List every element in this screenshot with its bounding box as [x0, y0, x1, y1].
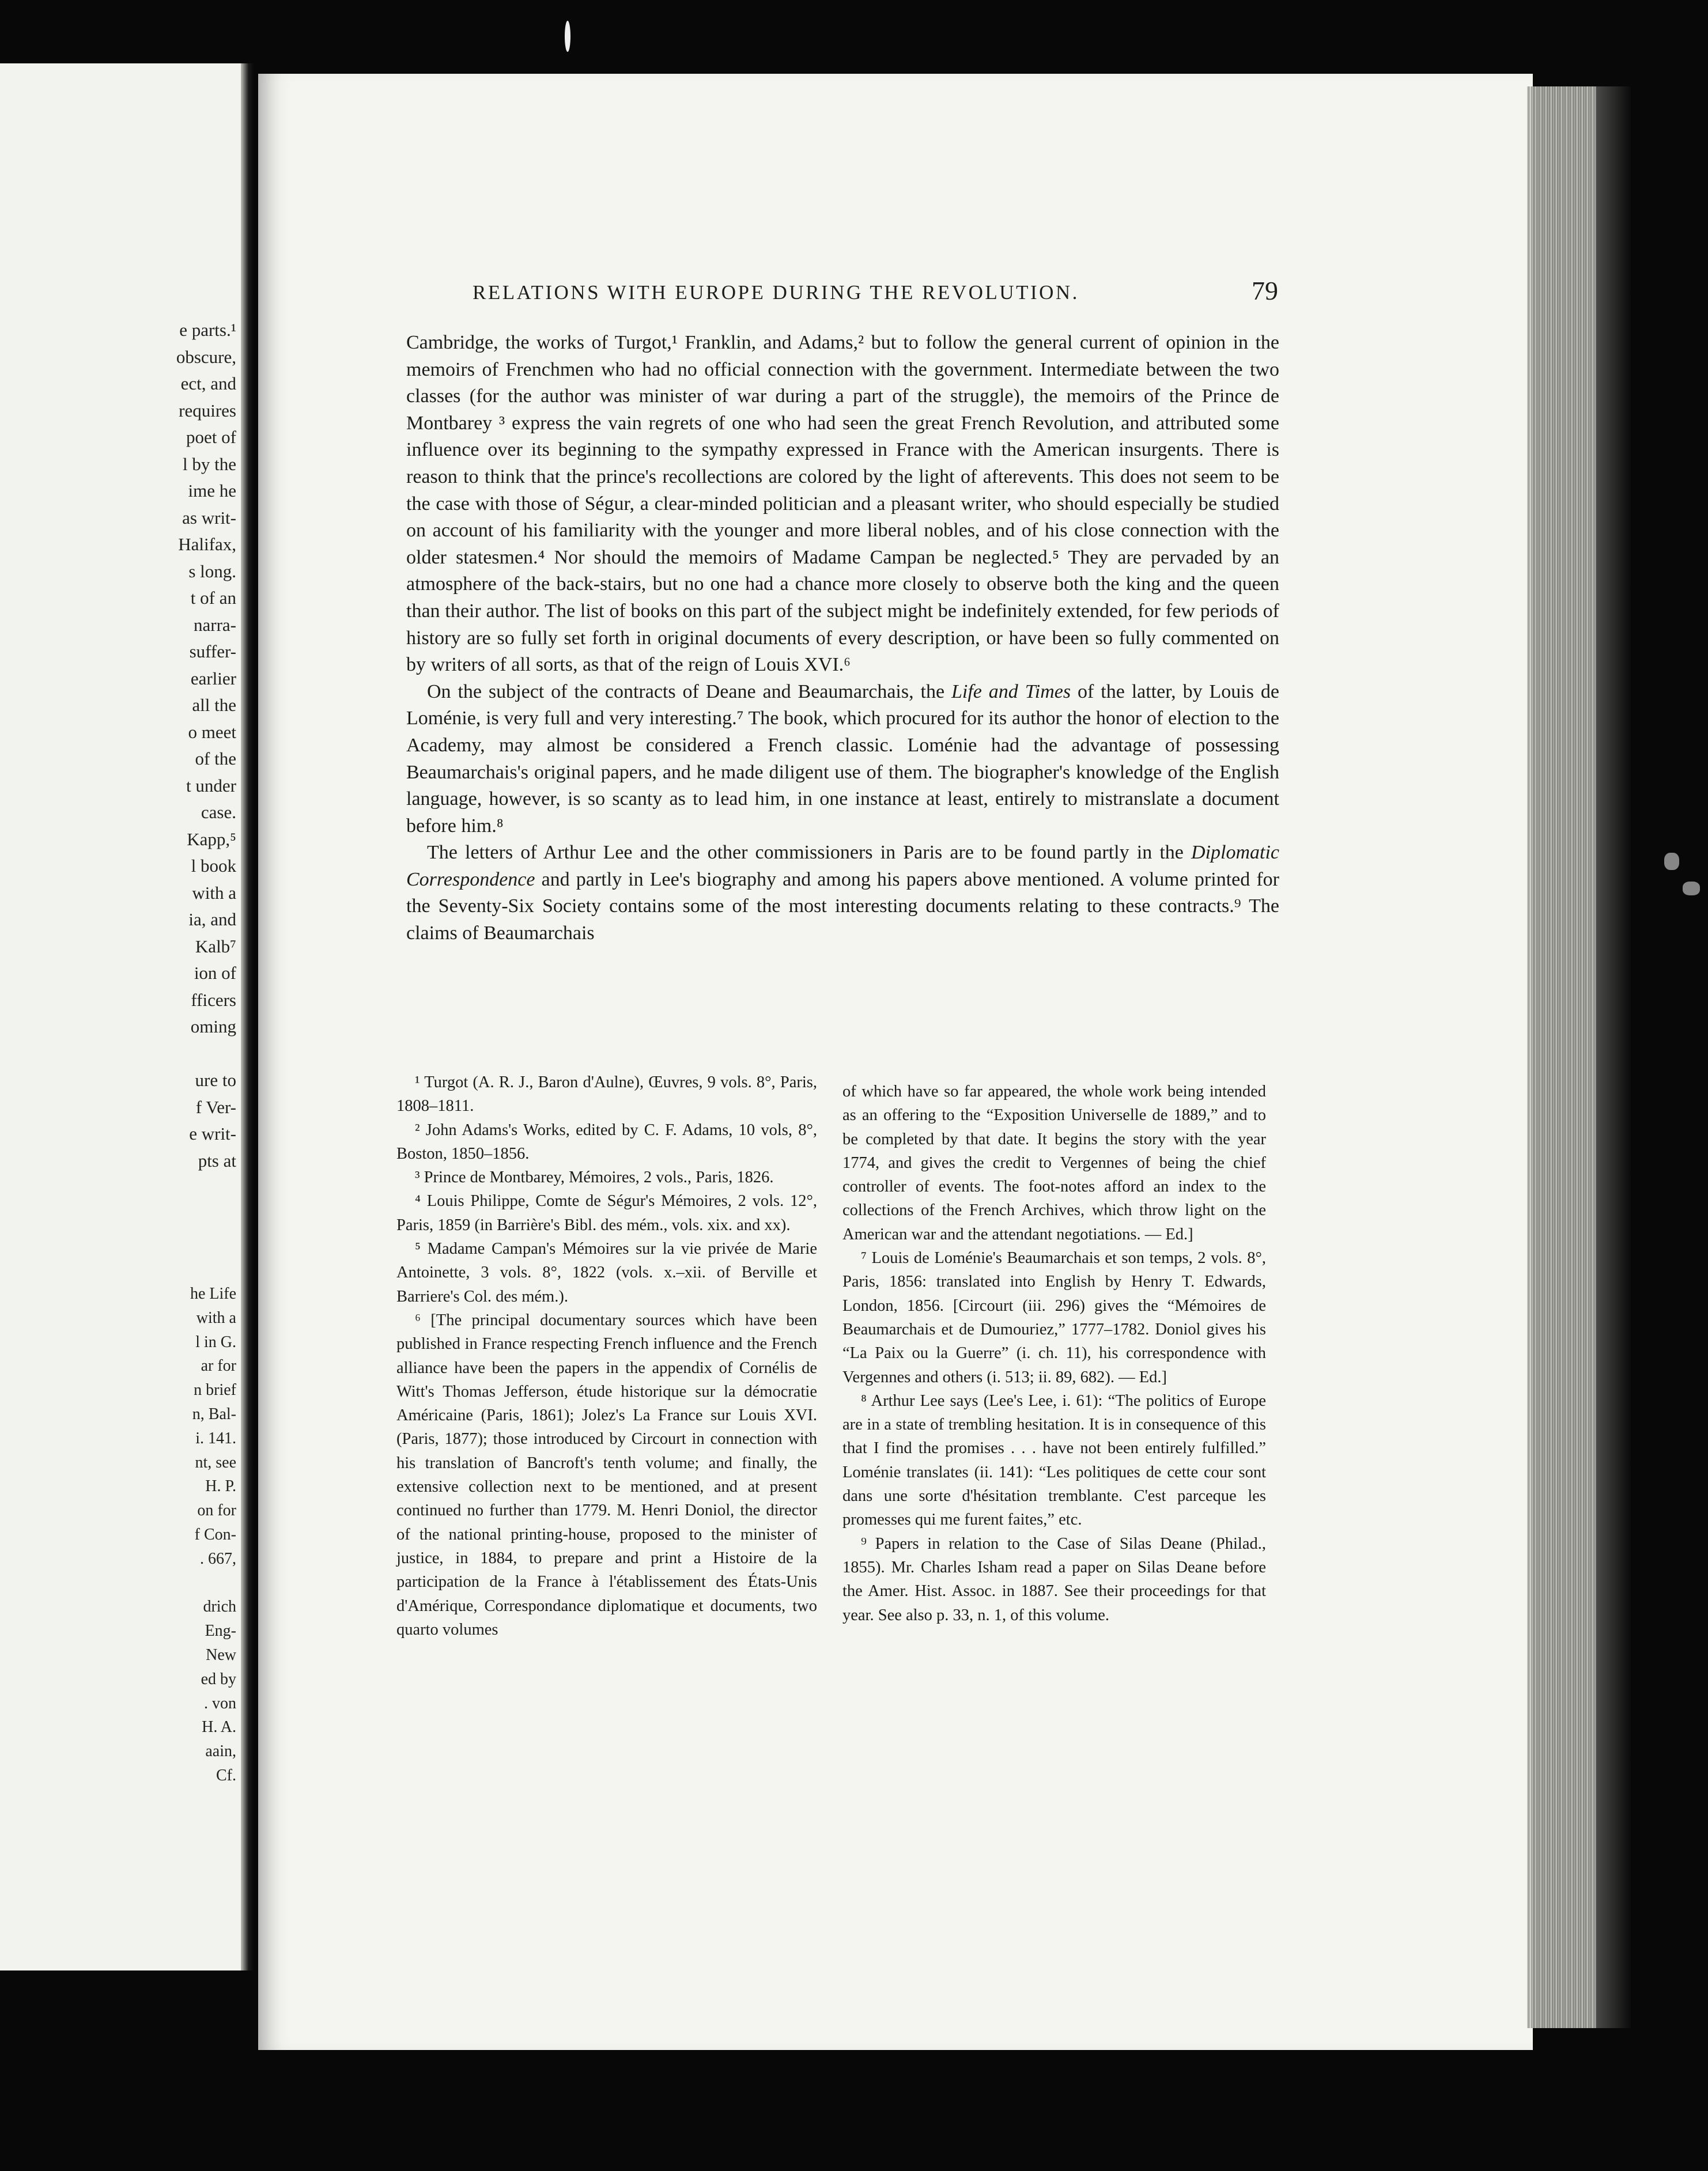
page-number: 79 [1252, 276, 1278, 305]
left-page-line: o meet [188, 721, 236, 742]
left-page-line: narra- [194, 614, 236, 635]
footnote-1: ¹ Turgot (A. R. J., Baron d'Aulne), Œuvres, 9 vols. 8°, Paris, 1808–1811. [396, 1073, 817, 1115]
left-page-line: he Life [190, 1285, 236, 1303]
left-page-line: l by the [183, 453, 236, 474]
footnotes-left-column [396, 1071, 817, 1642]
left-page-line: earlier [190, 668, 236, 689]
left-page-text [0, 317, 236, 1174]
footnote-4: ⁴ Louis Philippe, Comte de Ségur's Mémoires, 2 vols. 12°, Paris, 1859 (in Barrière's Bibl. des mém., vols. xix. and xx). [396, 1192, 817, 1234]
left-page-line: ia, and [188, 909, 236, 929]
left-page-line: poet of [186, 427, 236, 447]
left-page-line: Kalb⁷ [195, 936, 236, 956]
left-page-line: Eng- [205, 1622, 236, 1640]
footnote-6-continued: of which have so far appeared, the whole work being intended as an offering to the “Exposition Universelle de 1889,” and to be completed by that date. It begins the story with the year 1774, and gives the credit to Vergennes of being the chief controller of events. The foot-notes afford an index to the collections of the French Archives, which throw light on the American war and the attendant negotiations. — Ed.] [842, 1083, 1266, 1243]
left-page-line: obscure, [176, 346, 236, 367]
left-page-line: drich [203, 1598, 236, 1616]
paragraph-1: Cambridge, the works of Turgot,¹ Franklin, and Adams,² but to follow the general current of opinion in the memoirs of Frenchmen who had no official connection with the government. Intermediate between the two classes (for the author was minister of war during a part of the struggle), the memoirs of the Prince de Montbarey ³ express the vain regrets of one who had seen the great French Revolution, and attributed some influence over its beginning to the sympathy expressed in France with the American insurgents. There is reason to think that the prince's recollections are colored by the light of afterevents. This does not seem to be the case with those of Ségur, a clear-minded politician and a pleasant writer, who should especially be studied on account of his familiarity with the younger and more liberal nobles, and of his close connection with the older statesmen.⁴ Nor should the memoirs of Madame Campan be neglected.⁵ They are pervaded by an atmosphere of the back-stairs, but no one had a chance more closely to observe both the king and the queen than their author. The list of books on this part of the subject might be indefinitely extended, for few periods of history are so fully set forth in original documents of every description, or have been so fully commented on by writers of all sorts, as that of the reign of Louis XVI.⁶ [406, 332, 1279, 676]
left-page-line: ion of [194, 963, 236, 983]
left-page-line: t under [186, 775, 236, 796]
left-page-line: H. P. [205, 1477, 236, 1496]
left-page-line: fficers [191, 989, 236, 1010]
film-speck [1664, 853, 1679, 870]
left-page-line [0, 1571, 236, 1595]
left-page-line: . 667, [200, 1549, 236, 1568]
book-gutter [241, 63, 254, 1970]
left-page-line [0, 1041, 236, 1068]
left-page-line: with a [192, 882, 236, 903]
left-page-line: requires [179, 400, 236, 421]
footnote-9: ⁹ Papers in relation to the Case of Silas Deane (Philad., 1855). Mr. Charles Isham read a paper on Silas Deane before the Amer. Hist. Assoc. in 1887. See their proceedings for that year. See also p. 33, n. 1, of this volume. [842, 1534, 1266, 1624]
left-page-line: i. 141. [195, 1429, 236, 1447]
left-page-line: nt, see [195, 1453, 236, 1472]
footnote-7: ⁷ Louis de Loménie's Beaumarchais et son temps, 2 vols. 8°, Paris, 1856: translated into English by Henry T. Edwards, London, 1856. [Circourt (iii. 296) gives the “Mémoires de Beaumarchais et de Dumouriez,” 1777–1782. Doniol gives his “La Paix ou la Guerre” (i. ch. 11), his correspondence with Vergennes and others (i. 513; ii. 89, 682). — Ed.] [842, 1249, 1266, 1386]
left-page-line: l book [191, 856, 236, 876]
footnote-8: ⁸ Arthur Lee says (Lee's Lee, i. 61): “The politics of Europe are in a state of trembling hesitation. It is in consequence of this that I find the promises . . . have not been entirely fulfilled.” Loménie translates (ii. 141): “Les politiques de cette cour sont dans une sorte d'hésitation tremblante. C'est parceque les promesses qui me furent faites,” etc. [842, 1391, 1266, 1529]
running-head: RELATIONS WITH EUROPE DURING THE REVOLUTION. [473, 281, 1079, 304]
left-page-line: as writ- [182, 507, 236, 528]
left-page-line: New [206, 1646, 236, 1664]
left-page-line: t of an [190, 588, 236, 608]
left-page-line: Halifax, [178, 534, 236, 554]
left-page-line: . von [204, 1694, 236, 1712]
left-page [0, 63, 241, 1970]
left-page-line: f Ver- [195, 1096, 236, 1117]
footnotes-right-column [842, 1080, 1266, 1627]
left-page-line: ime he [188, 481, 236, 501]
left-page-line: suffer- [189, 641, 236, 661]
left-page-line: Cf. [216, 1766, 236, 1784]
left-page-line: ure to [195, 1070, 236, 1090]
left-page-line: n, Bal- [192, 1405, 236, 1423]
left-page-line: pts at [198, 1150, 236, 1171]
film-speck [1683, 882, 1700, 895]
paragraph-3: The letters of Arthur Lee and the other commissioners in Paris are to be found partly in the Diplomatic Correspondence and partly in Lee's biography and among his papers above mentioned. A volume printed for the Seventy-Six Society contains some of the most interesting documents relating to these contracts.⁹ The claims of Beaumarchais [406, 842, 1279, 944]
left-page-line: f Con- [194, 1525, 236, 1544]
left-page-line: H. A. [202, 1718, 236, 1737]
paragraph-2: On the subject of the contracts of Deane and Beaumarchais, the Life and Times of the latter, by Louis de Loménie, is very full and very interesting.⁷ The book, which procured for its author the honor of election to the Academy, may almost be considered a French classic. Loménie had the advantage of possessing Beaumarchais's original papers, and he made diligent use of them. The biographer's knowledge of the English language, however, is so scanty as to lead him, in one instance at least, entirely to mistranslate a document before him.⁸ [406, 680, 1279, 837]
left-page-line: aain, [205, 1742, 236, 1761]
left-page-line: n brief [194, 1381, 236, 1400]
left-page-line: s long. [188, 561, 236, 581]
left-page-line: of the [195, 748, 236, 769]
left-page-line: all the [192, 695, 236, 715]
left-page-line: case. [201, 802, 236, 822]
page-edge-shadow [1596, 86, 1631, 2028]
left-page-footnotes [0, 1282, 236, 1788]
footnote-2: ² John Adams's Works, edited by C. F. Adams, 10 vols, 8°, Boston, 1850–1856. [396, 1121, 817, 1163]
film-scratch [565, 21, 570, 52]
left-page-line: e parts.¹ [179, 320, 236, 340]
left-page-line: ect, and [180, 373, 236, 394]
left-page-line: ed by [201, 1670, 236, 1688]
left-page-line: with a [196, 1308, 236, 1327]
left-page-line: on for [197, 1501, 236, 1520]
left-page-line: oming [190, 1016, 236, 1037]
left-page-line: e writ- [189, 1124, 236, 1144]
footnote-6: ⁶ [The principal documentary sources which have been published in France respecting French influence and the French alliance have been the papers in the appendix of Cornélis de Witt's Thomas Jefferson, étude historique sur la démocratie Américaine (Paris, 1861); Jolez's La France sur Louis XVI. (Paris, 1877); those introduced by Circourt in connection with his translation of Bancroft's tenth volume; and finally, the extensive collection next to be mentioned, and at present continued no further than 1779. M. Henri Doniol, the director of the national printing-house, proposed to the minister of justice, in 1884, to prepare and print a Histoire de la participation de la France à l'établissement des États-Unis d'Amérique, Correspondance diplomatique et documents, two quarto volumes [396, 1311, 817, 1639]
footnote-3: ³ Prince de Montbarey, Mémoires, 2 vols., Paris, 1826. [415, 1168, 774, 1187]
left-page-line: l in G. [195, 1333, 236, 1351]
left-page-line: ar for [201, 1357, 236, 1375]
left-page-line: Kapp,⁵ [187, 829, 236, 849]
footnote-5: ⁵ Madame Campan's Mémoires sur la vie privée de Marie Antoinette, 3 vols. 8°, 1822 (vols. x.–xii. of Berville et Barriere's Col. des mém.). [396, 1240, 817, 1306]
page-edges [1527, 86, 1596, 2028]
main-text [406, 330, 1279, 947]
